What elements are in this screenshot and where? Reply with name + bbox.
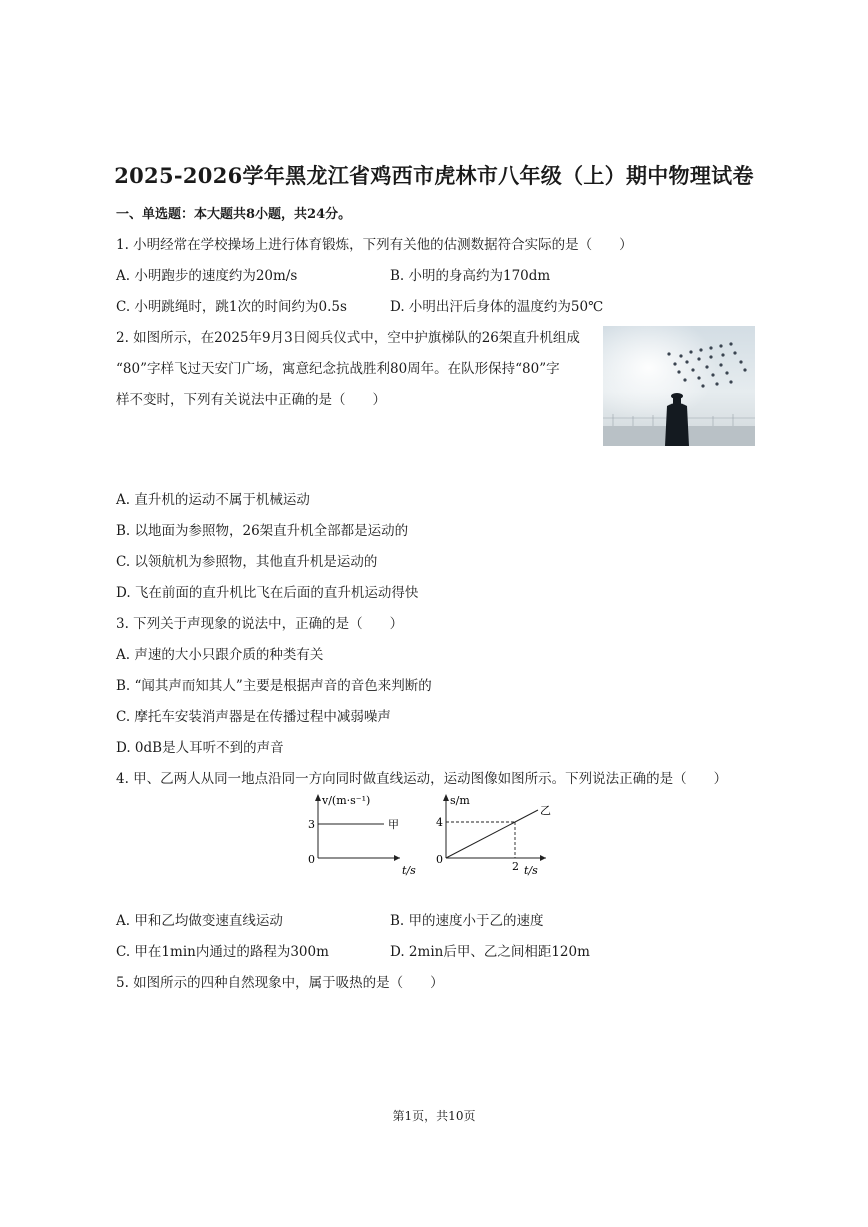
s-t-series-label: 乙: [540, 804, 551, 817]
q3-option-a: A. 声速的大小只跟介质的种类有关: [116, 647, 324, 663]
s-t-ylabel: s/m: [450, 794, 470, 807]
page-title: 2025-2026学年黑龙江省鸡西市虎林市八年级（上）期中物理试卷: [114, 163, 754, 188]
q3-option-d: D. 0dB是人耳听不到的声音: [116, 740, 284, 756]
s-t-origin: 0: [436, 853, 443, 866]
q2-stem-line3: 样不变时，下列有关说法中正确的是（ ）: [116, 392, 386, 408]
q4-option-d: D. 2min后甲、乙之间相距120m: [390, 944, 590, 960]
q2-option-c: C. 以领航机为参照物，其他直升机是运动的: [116, 554, 378, 570]
s-t-y-arrow: [443, 794, 449, 801]
q2-option-a: A. 直升机的运动不属于机械运动: [116, 492, 310, 508]
q2-option-d: D. 飞在前面的直升机比飞在后面的直升机运动得快: [116, 585, 419, 601]
s-t-ytick: 4: [436, 816, 443, 829]
s-t-x-arrow: [540, 855, 546, 861]
page-footer: 第1页，共10页: [392, 1109, 476, 1123]
q2-stem-line1: 2. 如图所示，在2025年9月3日阅兵仪式中，空中护旗梯队的26架直升机组成: [116, 330, 580, 346]
q4-motion-graphs: [300, 786, 560, 882]
q1-option-d: D. 小明出汗后身体的温度约为50℃: [390, 299, 604, 315]
q4-stem: 4. 甲、乙两人从同一地点沿同一方向同时做直线运动，运动图像如图所示。下列说法正确的是（ ）: [116, 771, 728, 787]
v-t-origin: 0: [308, 853, 315, 866]
q4-option-c: C. 甲在1min内通过的路程为300m: [116, 944, 329, 960]
q5-stem: 5. 如图所示的四种自然现象中，属于吸热的是（ ）: [116, 975, 444, 991]
v-t-x-arrow: [394, 855, 400, 861]
v-t-ytick: 3: [308, 818, 315, 831]
q4-option-a: A. 甲和乙均做变速直线运动: [116, 913, 283, 929]
q2-stem-line2: “80”字样飞过天安门广场，寓意纪念抗战胜利80周年。在队形保持“80”字: [116, 361, 560, 377]
v-t-y-arrow: [315, 794, 321, 801]
helicopter-formation-photo: [603, 326, 755, 446]
v-t-series-label: 甲: [388, 818, 399, 831]
q3-stem: 3. 下列关于声现象的说法中，正确的是（ ）: [116, 616, 404, 632]
s-t-xlabel: t/s: [524, 864, 538, 877]
v-t-xlabel: t/s: [402, 864, 416, 877]
q3-option-b: B. “闻其声而知其人”主要是根据声音的音色来判断的: [116, 678, 432, 694]
q1-option-a: A. 小明跑步的速度约为20m/s: [116, 268, 298, 284]
velocity-time-graph: [308, 794, 416, 877]
s-t-xtick: 2: [512, 860, 519, 873]
q4-option-b: B. 甲的速度小于乙的速度: [390, 913, 544, 929]
v-t-ylabel: v/(m·s⁻¹): [322, 794, 371, 807]
s-t-series-line: [446, 810, 538, 858]
q2-option-b: B. 以地面为参照物，26架直升机全部都是运动的: [116, 523, 409, 539]
q3-option-c: C. 摩托车安装消声器是在传播过程中减弱噪声: [116, 709, 391, 725]
section-heading: 一、单选题：本大题共8小题，共24分。: [116, 207, 352, 222]
q1-option-c: C. 小明跳绳时，跳1次的时间约为0.5s: [116, 299, 347, 315]
q1-option-b: B. 小明的身高约为170dm: [390, 268, 551, 284]
q1-stem: 1. 小明经常在学校操场上进行体育锻炼，下列有关他的估测数据符合实际的是（ ）: [116, 237, 633, 253]
distance-time-graph: [436, 794, 551, 877]
